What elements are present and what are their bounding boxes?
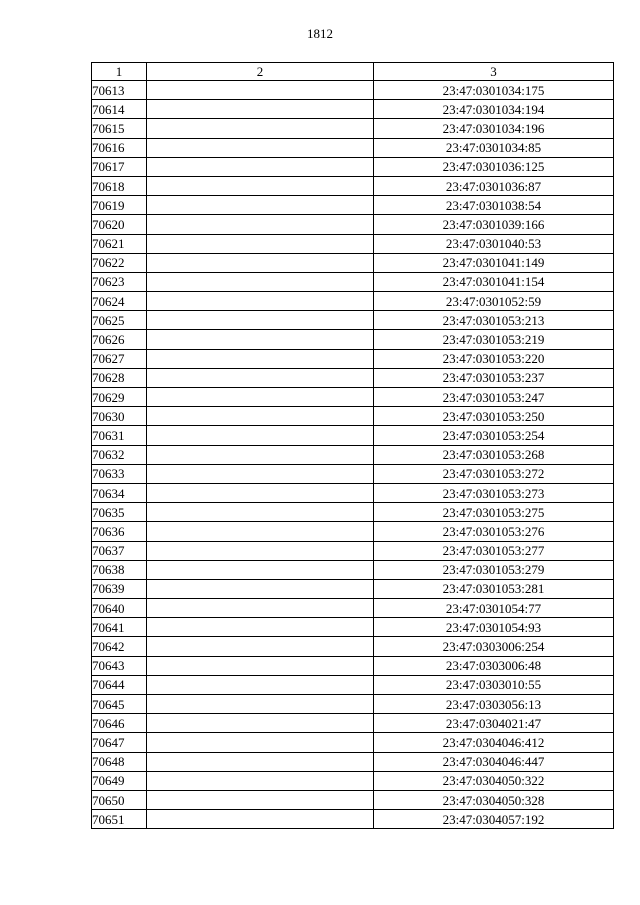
cadastral-number-cell: 23:47:0304021:47: [374, 714, 614, 733]
row-number-cell: 70637: [92, 541, 147, 560]
row-blank-cell: [147, 695, 374, 714]
table-row: [92, 138, 614, 157]
row-number-cell: 70626: [92, 330, 147, 349]
row-blank-cell: [147, 675, 374, 694]
row-number-cell: 70627: [92, 349, 147, 368]
row-blank-cell: [147, 81, 374, 100]
table-row: [92, 790, 614, 809]
cadastral-number-cell: 23:47:0301053:281: [374, 579, 614, 598]
table-row: [92, 272, 614, 291]
row-number-cell: 70639: [92, 579, 147, 598]
row-number-cell: 70629: [92, 388, 147, 407]
page-number: 1812: [307, 26, 333, 41]
table-row: [92, 541, 614, 560]
table-row: [92, 637, 614, 656]
table-row: [92, 810, 614, 829]
table-row: [92, 349, 614, 368]
row-blank-cell: [147, 196, 374, 215]
table-row: [92, 81, 614, 100]
cadastral-number-cell: 23:47:0304046:447: [374, 752, 614, 771]
cadastral-number-cell: 23:47:0301053:213: [374, 311, 614, 330]
table-row: [92, 253, 614, 272]
cadastral-number-cell: 23:47:0301034:196: [374, 119, 614, 138]
row-blank-cell: [147, 733, 374, 752]
cadastral-number-cell: 23:47:0301041:149: [374, 253, 614, 272]
row-blank-cell: [147, 464, 374, 483]
cadastral-number-cell: 23:47:0301034:85: [374, 138, 614, 157]
row-blank-cell: [147, 234, 374, 253]
cadastral-number-cell: 23:47:0303006:254: [374, 637, 614, 656]
cadastral-number-cell: 23:47:0304046:412: [374, 733, 614, 752]
row-number-cell: 70647: [92, 733, 147, 752]
row-number-cell: 70618: [92, 176, 147, 195]
table-row: [92, 714, 614, 733]
row-number-cell: 70640: [92, 599, 147, 618]
table-row: [92, 176, 614, 195]
row-blank-cell: [147, 157, 374, 176]
table-row: [92, 426, 614, 445]
row-blank-cell: [147, 272, 374, 291]
row-blank-cell: [147, 810, 374, 829]
cadastral-number-cell: 23:47:0301053:254: [374, 426, 614, 445]
row-blank-cell: [147, 752, 374, 771]
row-blank-cell: [147, 541, 374, 560]
cadastral-number-cell: 23:47:0301053:273: [374, 483, 614, 502]
row-blank-cell: [147, 292, 374, 311]
row-blank-cell: [147, 138, 374, 157]
table-row: [92, 656, 614, 675]
row-number-cell: 70634: [92, 483, 147, 502]
row-number-cell: 70628: [92, 368, 147, 387]
table-row: [92, 464, 614, 483]
cadastral-number-cell: 23:47:0304057:192: [374, 810, 614, 829]
table-row: [92, 522, 614, 541]
table-row: [92, 445, 614, 464]
cadastral-number-cell: 23:47:0301034:175: [374, 81, 614, 100]
row-number-cell: 70636: [92, 522, 147, 541]
header-row: [92, 63, 614, 81]
row-blank-cell: [147, 579, 374, 598]
row-blank-cell: [147, 388, 374, 407]
cadastral-number-cell: 23:47:0301053:247: [374, 388, 614, 407]
table-row: [92, 234, 614, 253]
row-blank-cell: [147, 503, 374, 522]
row-blank-cell: [147, 445, 374, 464]
row-blank-cell: [147, 426, 374, 445]
row-number-cell: 70643: [92, 656, 147, 675]
row-blank-cell: [147, 311, 374, 330]
cadastral-number-cell: 23:47:0301053:268: [374, 445, 614, 464]
row-number-cell: 70624: [92, 292, 147, 311]
row-number-cell: 70633: [92, 464, 147, 483]
row-number-cell: 70625: [92, 311, 147, 330]
cadastral-number-cell: 23:47:0301053:237: [374, 368, 614, 387]
row-blank-cell: [147, 714, 374, 733]
table-row: [92, 311, 614, 330]
cadastral-number-cell: 23:47:0301039:166: [374, 215, 614, 234]
column-header-2: 2: [147, 63, 374, 81]
cadastral-number-cell: 23:47:0303010:55: [374, 675, 614, 694]
row-number-cell: 70641: [92, 618, 147, 637]
row-blank-cell: [147, 599, 374, 618]
table-row: [92, 388, 614, 407]
row-number-cell: 70644: [92, 675, 147, 694]
cadastral-number-cell: 23:47:0301038:54: [374, 196, 614, 215]
row-blank-cell: [147, 483, 374, 502]
table-row: [92, 771, 614, 790]
row-number-cell: 70635: [92, 503, 147, 522]
row-blank-cell: [147, 368, 374, 387]
cadastral-number-cell: 23:47:0301054:93: [374, 618, 614, 637]
table-row: [92, 503, 614, 522]
cadastral-number-cell: 23:47:0301053:220: [374, 349, 614, 368]
row-blank-cell: [147, 522, 374, 541]
table-row: [92, 752, 614, 771]
row-number-cell: 70646: [92, 714, 147, 733]
cadastral-number-cell: 23:47:0301053:276: [374, 522, 614, 541]
table-row: [92, 483, 614, 502]
table-header: [92, 63, 614, 81]
table-row: [92, 196, 614, 215]
row-blank-cell: [147, 349, 374, 368]
cadastral-number-cell: 23:47:0303056:13: [374, 695, 614, 714]
row-number-cell: 70614: [92, 100, 147, 119]
cadastral-number-cell: 23:47:0301053:277: [374, 541, 614, 560]
table-row: [92, 560, 614, 579]
table-row: [92, 618, 614, 637]
cadastral-number-cell: 23:47:0301053:250: [374, 407, 614, 426]
row-number-cell: 70651: [92, 810, 147, 829]
row-number-cell: 70645: [92, 695, 147, 714]
column-header-1: 1: [92, 63, 147, 81]
cadastral-number-cell: 23:47:0303006:48: [374, 656, 614, 675]
table-row: [92, 157, 614, 176]
cadastral-number-cell: 23:47:0301052:59: [374, 292, 614, 311]
row-number-cell: 70617: [92, 157, 147, 176]
registry-table: [91, 62, 614, 829]
cadastral-number-cell: 23:47:0301036:87: [374, 176, 614, 195]
row-number-cell: 70642: [92, 637, 147, 656]
row-blank-cell: [147, 100, 374, 119]
row-number-cell: 70615: [92, 119, 147, 138]
row-blank-cell: [147, 618, 374, 637]
cadastral-number-cell: 23:47:0301053:219: [374, 330, 614, 349]
row-number-cell: 70613: [92, 81, 147, 100]
row-number-cell: 70619: [92, 196, 147, 215]
row-blank-cell: [147, 656, 374, 675]
row-number-cell: 70620: [92, 215, 147, 234]
cadastral-number-cell: 23:47:0304050:328: [374, 790, 614, 809]
row-number-cell: 70632: [92, 445, 147, 464]
row-number-cell: 70648: [92, 752, 147, 771]
table-row: [92, 100, 614, 119]
table-row: [92, 292, 614, 311]
cadastral-number-cell: 23:47:0301034:194: [374, 100, 614, 119]
row-blank-cell: [147, 407, 374, 426]
cadastral-number-cell: 23:47:0301040:53: [374, 234, 614, 253]
row-number-cell: 70631: [92, 426, 147, 445]
cadastral-number-cell: 23:47:0301053:275: [374, 503, 614, 522]
table-row: [92, 599, 614, 618]
row-number-cell: 70649: [92, 771, 147, 790]
cadastral-number-cell: 23:47:0304050:322: [374, 771, 614, 790]
row-number-cell: 70622: [92, 253, 147, 272]
row-blank-cell: [147, 330, 374, 349]
cadastral-number-cell: 23:47:0301036:125: [374, 157, 614, 176]
table-row: [92, 579, 614, 598]
table-row: [92, 675, 614, 694]
table-row: [92, 119, 614, 138]
row-blank-cell: [147, 215, 374, 234]
row-number-cell: 70630: [92, 407, 147, 426]
table-body: [92, 81, 614, 829]
cadastral-number-cell: 23:47:0301054:77: [374, 599, 614, 618]
table-row: [92, 407, 614, 426]
table-row: [92, 215, 614, 234]
column-header-3: 3: [374, 63, 614, 81]
cadastral-number-cell: 23:47:0301041:154: [374, 272, 614, 291]
row-number-cell: 70621: [92, 234, 147, 253]
row-blank-cell: [147, 637, 374, 656]
table-row: [92, 330, 614, 349]
row-blank-cell: [147, 771, 374, 790]
cadastral-number-cell: 23:47:0301053:279: [374, 560, 614, 579]
table-row: [92, 695, 614, 714]
row-number-cell: 70616: [92, 138, 147, 157]
row-blank-cell: [147, 253, 374, 272]
cadastral-number-cell: 23:47:0301053:272: [374, 464, 614, 483]
table-row: [92, 368, 614, 387]
row-number-cell: 70623: [92, 272, 147, 291]
row-blank-cell: [147, 176, 374, 195]
row-number-cell: 70650: [92, 790, 147, 809]
row-blank-cell: [147, 790, 374, 809]
row-blank-cell: [147, 560, 374, 579]
row-blank-cell: [147, 119, 374, 138]
row-number-cell: 70638: [92, 560, 147, 579]
table-row: [92, 733, 614, 752]
